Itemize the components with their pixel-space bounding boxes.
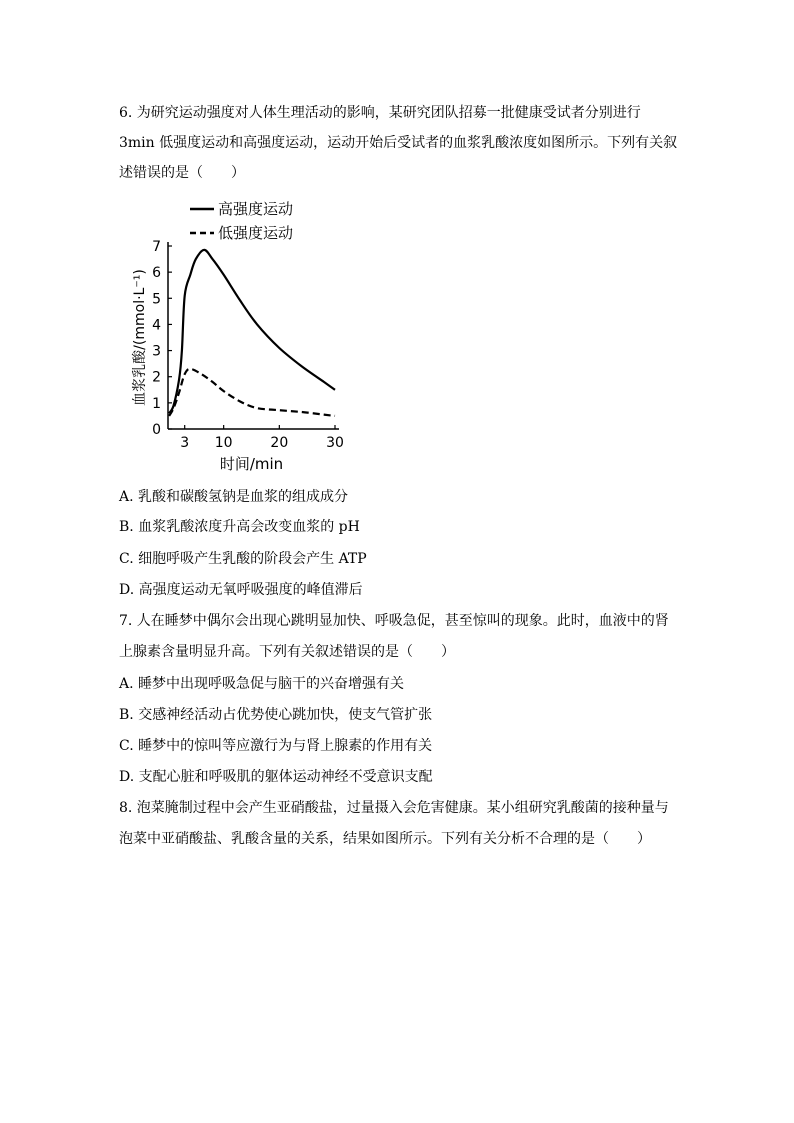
x-tick-label: 20 xyxy=(270,435,289,451)
chart-legend xyxy=(190,200,293,242)
y-tick-label: 1 xyxy=(152,395,161,412)
legend-label-low: 低强度运动 xyxy=(218,224,294,242)
y-axis-label: 血浆乳酸/(mmol·L⁻¹) xyxy=(132,269,148,406)
q6-stem-line2: 3min 低强度运动和高强度运动，运动开始后受试者的血浆乳酸浓度如图所示。下列有关叙 xyxy=(119,135,678,151)
q7-option-c: C. 睡梦中的惊叫等应激行为与肾上腺素的作用有关 xyxy=(119,738,433,754)
q6-stem-line3: 述错误的是（ ） xyxy=(119,165,245,181)
q7-option-d: D. 支配心脏和呼吸肌的躯体运动神经不受意识支配 xyxy=(119,769,433,785)
q8-stem-line1: 8. 泡菜腌制过程中会产生亚硝酸盐，过量摄入会危害健康。某小组研究乳酸菌的接种量与 xyxy=(119,800,669,816)
y-tick-label: 2 xyxy=(152,369,161,386)
x-tick-label: 3 xyxy=(180,435,190,451)
q7-option-a: A. 睡梦中出现呼吸急促与脑干的兴奋增强有关 xyxy=(119,676,405,692)
x-tick-label: 10 xyxy=(214,435,233,451)
y-tick-label: 4 xyxy=(152,317,161,334)
q6-stem-line1: 6. 为研究运动强度对人体生理活动的影响，某研究团队招募一批健康受试者分别进行 xyxy=(119,105,641,121)
y-tick-label: 0 xyxy=(152,422,161,438)
legend-label-high: 高强度运动 xyxy=(218,200,294,218)
series-line-high-intensity xyxy=(169,250,335,413)
y-tick-label: 7 xyxy=(152,239,161,255)
q8-stem-line2: 泡菜中亚硝酸盐、乳酸含量的关系，结果如图所示。下列有关分析不合理的是（ ） xyxy=(119,831,651,847)
q7-stem-line1: 7. 人在睡梦中偶尔会出现心跳明显加快、呼吸急促，甚至惊叫的现象。此时，血液中的肾 xyxy=(119,613,669,629)
y-tick-label: 5 xyxy=(152,291,161,308)
y-ticks xyxy=(152,239,172,438)
q6-option-b: B. 血浆乳酸浓度升高会改变血浆的 pH xyxy=(119,519,360,535)
lactate-chart-svg xyxy=(130,196,360,476)
lactate-chart xyxy=(130,196,360,476)
q7-stem-line2: 上腺素含量明显升高。下列有关叙述错误的是（ ） xyxy=(119,644,455,660)
x-tick-label: 30 xyxy=(326,435,344,451)
x-axis-label: 时间/min xyxy=(219,455,284,473)
y-tick-label: 6 xyxy=(152,265,161,282)
q6-option-a: A. 乳酸和碳酸氢钠是血浆的组成成分 xyxy=(119,489,349,505)
q6-option-c: C. 细胞呼吸产生乳酸的阶段会产生 ATP xyxy=(119,551,367,567)
y-tick-label: 3 xyxy=(152,343,161,360)
q7-option-b: B. 交感神经活动占优势使心跳加快，使支气管扩张 xyxy=(119,707,433,723)
q6-option-d: D. 高强度运动无氧呼吸强度的峰值滞后 xyxy=(119,582,363,598)
series-line-low-intensity xyxy=(169,369,335,416)
